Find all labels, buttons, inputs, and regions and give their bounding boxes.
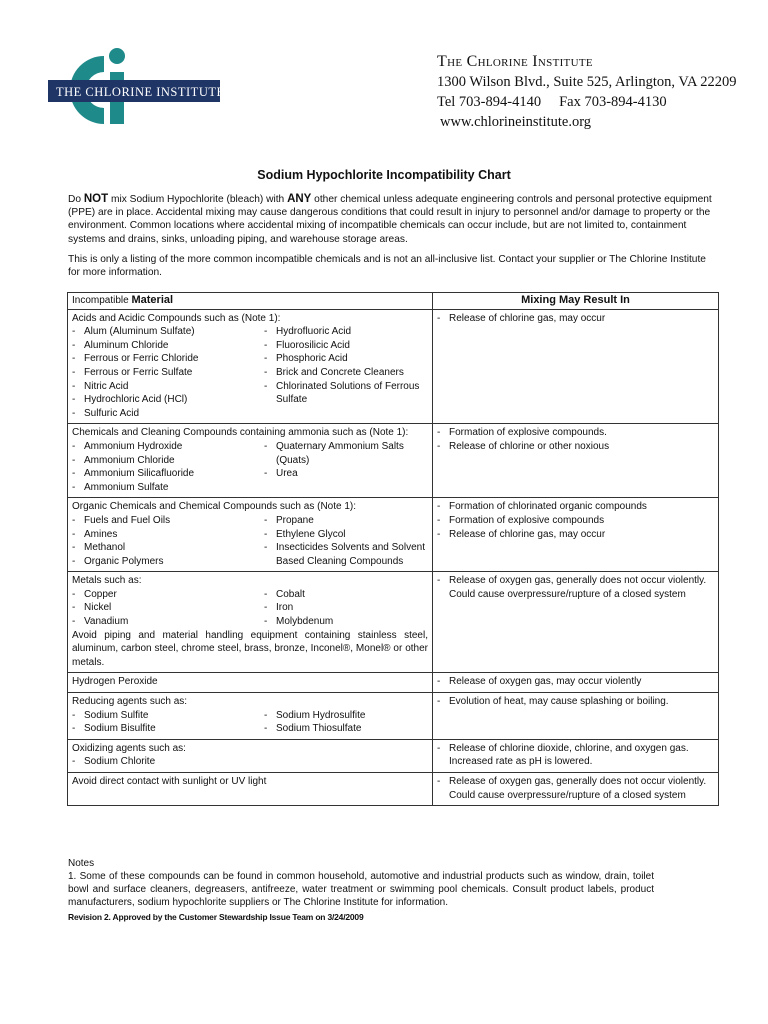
intro-any: ANY [287, 193, 312, 205]
dash-bullet: - [437, 440, 441, 452]
org-phone-fax [437, 92, 737, 112]
material-column [72, 440, 264, 494]
material-list [72, 588, 428, 629]
dash-bullet: - [72, 380, 76, 392]
list-item [264, 722, 428, 736]
material-column [72, 588, 264, 629]
list-item [72, 709, 264, 723]
list-item [72, 528, 264, 542]
material-cell [68, 673, 433, 693]
material-heading: Oxidizing agents such as: [72, 742, 186, 754]
dash-bullet: - [437, 696, 441, 708]
dash-bullet: - [72, 514, 76, 526]
list-item [72, 755, 264, 769]
material-column [264, 755, 428, 769]
material-name: Ammonium Sulfate [84, 481, 169, 493]
list-item [72, 615, 264, 629]
list-item [72, 325, 264, 339]
list-item [72, 555, 264, 569]
dash-bullet: - [437, 528, 441, 540]
list-item [264, 352, 428, 366]
revision-note: Revision 2. Approved by the Customer Stewardship Issue Team on 3/24/2009 [68, 912, 364, 922]
list-item [72, 467, 264, 481]
result-text: Release of oxygen gas, may occur violently [449, 676, 642, 688]
dash-bullet: - [72, 709, 76, 721]
dash-bullet: - [264, 709, 268, 721]
list-item [72, 393, 264, 407]
list-item [264, 541, 428, 568]
material-name: Fluorosilicic Acid [276, 339, 350, 351]
dash-bullet: - [264, 440, 268, 452]
material-name: Ethylene Glycol [276, 528, 346, 540]
result-cell [433, 693, 719, 740]
list-item [72, 481, 264, 495]
table-row [68, 424, 719, 498]
material-column [72, 709, 264, 736]
result-text: Formation of explosive compounds. [449, 427, 607, 439]
table-row [68, 309, 719, 424]
dash-bullet: - [72, 616, 76, 628]
table-row [68, 773, 719, 806]
list-item [72, 514, 264, 528]
list-item [72, 588, 264, 602]
material-cell [68, 309, 433, 424]
dash-bullet: - [264, 366, 268, 378]
result-cell [433, 498, 719, 572]
list-item [72, 380, 264, 394]
document-title: Sodium Hypochlorite Incompatibility Chart [257, 168, 511, 182]
material-heading: Organic Chemicals and Chemical Compounds such as (Note 1): [72, 501, 357, 513]
list-item [264, 709, 428, 723]
dash-bullet: - [264, 514, 268, 526]
dash-bullet: - [437, 676, 441, 688]
list-item [264, 366, 428, 380]
result-item [437, 500, 714, 514]
material-name: Sodium Hydrosulfite [276, 709, 366, 721]
table-row [68, 673, 719, 693]
dash-bullet: - [72, 588, 76, 600]
list-item [72, 440, 264, 454]
dash-bullet: - [437, 575, 441, 587]
material-name: Iron [276, 602, 294, 614]
notes-label: Notes [68, 858, 95, 869]
material-cell [68, 424, 433, 498]
material-list [72, 514, 428, 568]
material-cell [68, 693, 433, 740]
result-item [437, 574, 714, 601]
material-name: Hydrochloric Acid (HCl) [84, 394, 188, 406]
material-name: Brick and Concrete Cleaners [276, 366, 404, 378]
dash-bullet: - [72, 366, 76, 378]
material-name: Amines [84, 528, 118, 540]
material-name: Urea [276, 468, 298, 480]
material-name: Sodium Thiosulfate [276, 723, 362, 735]
dash-bullet: - [72, 353, 76, 365]
dash-bullet: - [72, 468, 76, 480]
organization-info [437, 52, 737, 132]
material-list [72, 755, 428, 769]
material-heading: Avoid direct contact with sunlight or UV light [72, 776, 267, 787]
dash-bullet: - [264, 468, 268, 480]
result-text: Release of chlorine gas, may occur [449, 528, 606, 540]
intro-text-c: other chemical unless adequate engineering controls and personal protective equipment (PPE) are in place. Accidental mixing may cause dangerous conditions that could result in injury to personnel and/or damage to property or the environment. Common locations where accidental mixing of incompatible chemicals can occur include, but are not limited to, containment systems and drains, sinks, unloading piping, and warehouse storage areas. [68, 194, 712, 245]
material-cell [68, 572, 433, 673]
dash-bullet: - [264, 616, 268, 628]
list-item [264, 615, 428, 629]
material-name: Insecticides Solvents and Solvent Based Cleaning Compounds [276, 542, 425, 567]
table-row [68, 498, 719, 572]
material-name: Cobalt [276, 588, 305, 600]
material-name: Organic Polymers [84, 555, 164, 567]
result-item [437, 528, 714, 542]
material-name: Phosphoric Acid [276, 353, 348, 365]
material-column [264, 514, 428, 568]
result-cell [433, 309, 719, 424]
material-name: Ferrous or Ferric Sulfate [84, 366, 193, 378]
material-name: Alum (Aluminum Sulfate) [84, 326, 195, 338]
dash-bullet: - [72, 528, 76, 540]
table-row [68, 572, 719, 673]
material-name: Hydrofluoric Acid [276, 326, 352, 338]
dash-bullet: - [72, 339, 76, 351]
list-item [264, 601, 428, 615]
table-row [68, 739, 719, 772]
dash-bullet: - [72, 723, 76, 735]
list-item [264, 325, 428, 339]
result-item [437, 312, 714, 326]
result-item [437, 514, 714, 528]
list-item [72, 352, 264, 366]
list-item [72, 407, 264, 421]
material-name: Copper [84, 588, 117, 600]
material-name: Aluminum Chloride [84, 339, 169, 351]
result-item [437, 440, 714, 454]
material-name: Methanol [84, 542, 126, 554]
dash-bullet: - [437, 501, 441, 513]
dash-bullet: - [72, 756, 76, 768]
note-1: 1. Some of these compounds can be found in common household, automotive and industrial products such as window, drain, toilet bowl and surface cleaners, degreasers, antifreeze, water treatment or swimming pool chemicals. Consult product labels, product manufacturers, sodium hypochlorite suppliers or The Chlorine Institute for information. [68, 871, 654, 908]
material-name: Sulfuric Acid [84, 407, 140, 419]
result-item [437, 775, 714, 802]
result-cell [433, 572, 719, 673]
material-name: Sodium Chlorite [84, 756, 156, 768]
result-text: Release of oxygen gas, generally does not occur violently. Could cause overpressure/rupture of a closed system [449, 776, 707, 801]
notes-section [68, 857, 654, 909]
result-text: Release of chlorine gas, may occur [449, 312, 606, 324]
result-item [437, 742, 714, 769]
dash-bullet: - [264, 326, 268, 338]
intro-paragraph [68, 193, 718, 246]
material-list [72, 709, 428, 736]
intro-text-a: Do [68, 194, 84, 205]
dash-bullet: - [72, 440, 76, 452]
disclaimer-paragraph: This is only a listing of the more common incompatible chemicals and is not an all-inclusive list. Contact your supplier or The Chlorine Institute for more information. [68, 254, 706, 279]
dash-bullet: - [72, 481, 76, 493]
org-website: www.chlorineinstitute.org [440, 114, 592, 130]
dash-bullet: - [264, 353, 268, 365]
header-material: Incompatible Material [68, 293, 433, 310]
dash-bullet: - [72, 542, 76, 554]
dash-bullet: - [72, 454, 76, 466]
material-name: Vanadium [84, 616, 129, 628]
intro-not: NOT [83, 193, 109, 205]
material-name: Quaternary Ammonium Salts (Quats) [276, 440, 404, 466]
org-tel: Tel 703-894-4140 [437, 94, 542, 110]
material-heading: Hydrogen Peroxide [72, 676, 158, 688]
list-item [72, 454, 264, 468]
dash-bullet: - [72, 555, 76, 567]
dash-bullet: - [437, 514, 441, 526]
dash-bullet: - [437, 427, 441, 439]
org-address: 1300 Wilson Blvd., Suite 525, Arlington, VA 22209 [437, 74, 737, 90]
dash-bullet: - [264, 588, 268, 600]
header-result: Mixing May Result In [433, 293, 719, 310]
material-column [264, 440, 428, 494]
material-name: Nickel [84, 602, 112, 614]
result-text: Release of oxygen gas, generally does not occur violently. Could cause overpressure/rupture of a closed system [449, 575, 707, 600]
material-name: Molybdenum [276, 616, 334, 628]
org-fax: Fax 703-894-4130 [559, 94, 667, 110]
dash-bullet: - [264, 723, 268, 735]
material-name: Chlorinated Solutions of Ferrous Sulfate [276, 380, 420, 406]
logo-text: THE CHLORINE INSTITUTE [56, 85, 225, 99]
table-row [68, 693, 719, 740]
result-text: Release of chlorine dioxide, chlorine, and oxygen gas. Increased rate as pH is lowered. [449, 742, 689, 768]
dash-bullet: - [437, 312, 441, 324]
material-heading: Metals such as: [72, 575, 142, 587]
material-heading: Chemicals and Cleaning Compounds containing ammonia such as (Note 1): [72, 427, 409, 439]
dash-bullet: - [264, 339, 268, 351]
dash-bullet: - [72, 602, 76, 614]
material-note: Avoid piping and material handling equipment containing stainless steel, aluminum, carbon steel, chrome steel, brass, bronze, Inconel®, Monel® or other metals. [72, 629, 428, 668]
dash-bullet: - [437, 742, 441, 754]
result-cell [433, 739, 719, 772]
result-item [437, 426, 714, 440]
dash-bullet: - [264, 602, 268, 614]
material-name: Propane [276, 514, 314, 526]
result-text: Formation of explosive compounds [449, 514, 605, 526]
material-name: Ammonium Silicafluoride [84, 468, 195, 480]
material-name: Ferrous or Ferric Chloride [84, 353, 199, 365]
material-list [72, 440, 428, 494]
list-item [72, 366, 264, 380]
list-item [264, 514, 428, 528]
chlorine-institute-logo [48, 42, 228, 132]
material-cell [68, 773, 433, 806]
result-item [437, 675, 714, 689]
list-item [72, 601, 264, 615]
material-column [72, 325, 264, 420]
dash-bullet: - [72, 407, 76, 419]
list-item [72, 541, 264, 555]
material-cell [68, 739, 433, 772]
result-cell [433, 773, 719, 806]
list-item [264, 440, 428, 467]
material-heading: Reducing agents such as: [72, 696, 188, 708]
dash-bullet: - [264, 380, 268, 392]
dash-bullet: - [72, 326, 76, 338]
result-item [437, 695, 714, 709]
table-header-row [68, 293, 719, 310]
material-column [264, 709, 428, 736]
result-cell [433, 673, 719, 693]
list-item [264, 528, 428, 542]
material-column [264, 588, 428, 629]
result-cell [433, 424, 719, 498]
dash-bullet: - [72, 394, 76, 406]
list-item [264, 588, 428, 602]
result-text: Release of chlorine or other noxious [449, 440, 610, 452]
material-name: Nitric Acid [84, 380, 129, 392]
material-column [72, 755, 264, 769]
material-column [72, 514, 264, 568]
dash-bullet: - [264, 542, 268, 554]
material-list [72, 325, 428, 420]
result-text: Evolution of heat, may cause splashing or boiling. [449, 696, 669, 708]
list-item [72, 339, 264, 353]
dash-bullet: - [437, 776, 441, 787]
incompatibility-table [67, 292, 719, 806]
list-item [264, 467, 428, 481]
material-name: Sodium Bisulfite [84, 723, 156, 735]
list-item [264, 380, 428, 407]
material-name: Sodium Sulfite [84, 709, 149, 721]
material-column [264, 325, 428, 420]
list-item [264, 339, 428, 353]
material-heading: Acids and Acidic Compounds such as (Note 1): [72, 312, 281, 324]
org-name: The Chlorine Institute [437, 53, 593, 70]
material-name: Ammonium Hydroxide [84, 440, 183, 452]
intro-text-b: mix Sodium Hypochlorite (bleach) with [108, 194, 288, 205]
result-text: Formation of chlorinated organic compounds [449, 501, 647, 513]
dash-bullet: - [264, 528, 268, 540]
list-item [72, 722, 264, 736]
material-cell [68, 498, 433, 572]
material-name: Fuels and Fuel Oils [84, 514, 171, 526]
material-name: Ammonium Chloride [84, 454, 175, 466]
